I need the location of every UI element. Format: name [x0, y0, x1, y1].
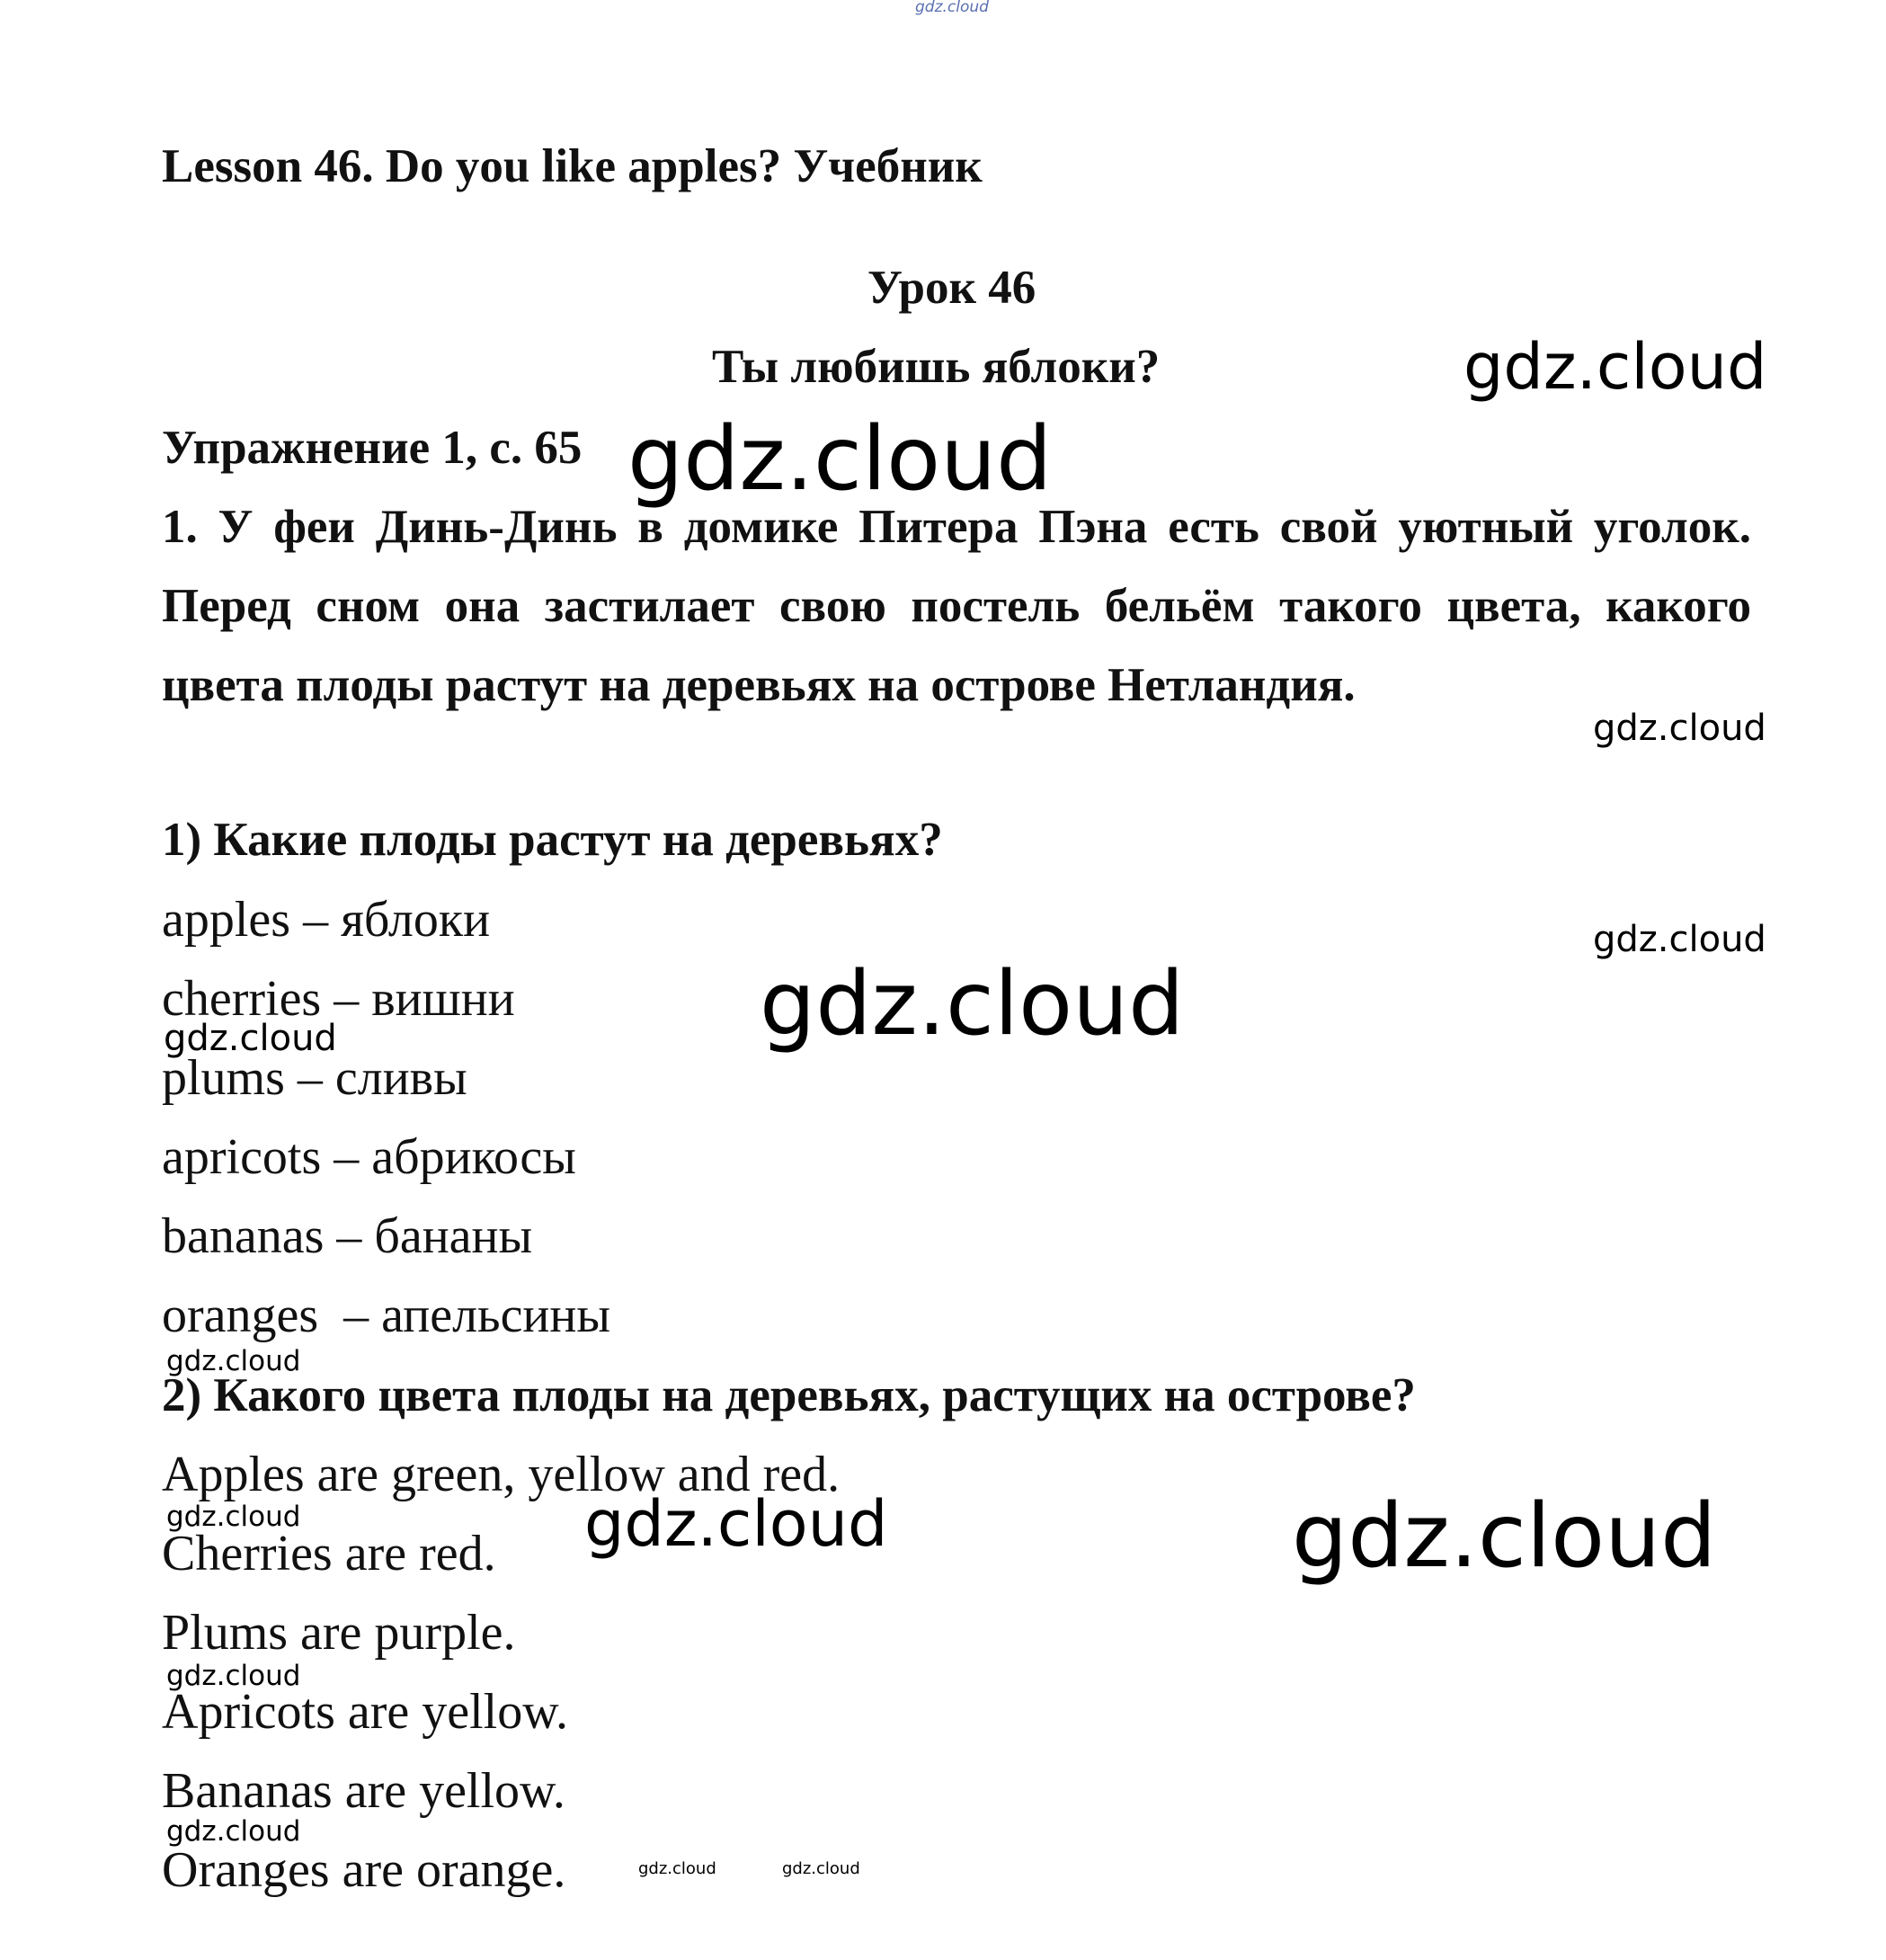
watermark: gdz.cloud: [166, 1345, 301, 1377]
answer-line: Apricots are yellow.: [162, 1684, 568, 1740]
answer-line: Apples are green, yellow and red.: [162, 1447, 841, 1502]
question-2: 2) Какого цвета плоды на деревьях, растущих на острове?: [162, 1369, 1416, 1421]
watermark: gdz.cloud: [760, 953, 1185, 1056]
answer-line: Cherries are red.: [162, 1526, 496, 1581]
vocab-item: apples – яблоки: [162, 892, 491, 948]
answer-line: Bananas are yellow.: [162, 1763, 565, 1819]
watermark-top: gdz.cloud: [915, 0, 989, 16]
watermark: gdz.cloud: [166, 1660, 301, 1692]
watermark: gdz.cloud: [1593, 708, 1766, 749]
vocab-item: oranges – апельсины: [162, 1287, 610, 1343]
question-1: 1) Какие плоды растут на деревьях?: [162, 814, 943, 866]
exercise-heading: Упражнение 1, с. 65: [162, 422, 583, 474]
watermark: gdz.cloud: [584, 1487, 888, 1561]
lesson-subtitle: Ты любишь яблоки?: [712, 341, 1161, 393]
vocab-item: cherries – вишни: [162, 971, 515, 1027]
watermark: gdz.cloud: [1463, 330, 1767, 404]
watermark: gdz.cloud: [1292, 1485, 1717, 1588]
watermark: gdz.cloud: [638, 1859, 716, 1878]
watermark: gdz.cloud: [782, 1859, 860, 1878]
answer-line: Plums are purple.: [162, 1605, 516, 1661]
watermark: gdz.cloud: [166, 1501, 301, 1533]
task-paragraph: 1. У феи Динь-Динь в домике Питера Пэна есть свой уютный уголок. Перед сном она застилает свою постель бельём такого цвета, какого цвета плоды растут на деревьях на острове Нетландия.: [162, 501, 1751, 711]
watermark: gdz.cloud: [1593, 919, 1766, 960]
vocab-item: apricots – абрикосы: [162, 1129, 576, 1185]
watermark: gdz.cloud: [166, 1815, 301, 1848]
vocab-item: plums – сливы: [162, 1050, 467, 1106]
watermark: gdz.cloud: [627, 408, 1053, 511]
answer-line: Oranges are orange.: [162, 1842, 566, 1898]
page-title: Lesson 46. Do you like apples? Учебник: [162, 140, 983, 192]
watermark: gdz.cloud: [164, 1018, 337, 1059]
vocab-item: bananas – бананы: [162, 1208, 533, 1264]
lesson-heading: Урок 46: [867, 262, 1036, 314]
